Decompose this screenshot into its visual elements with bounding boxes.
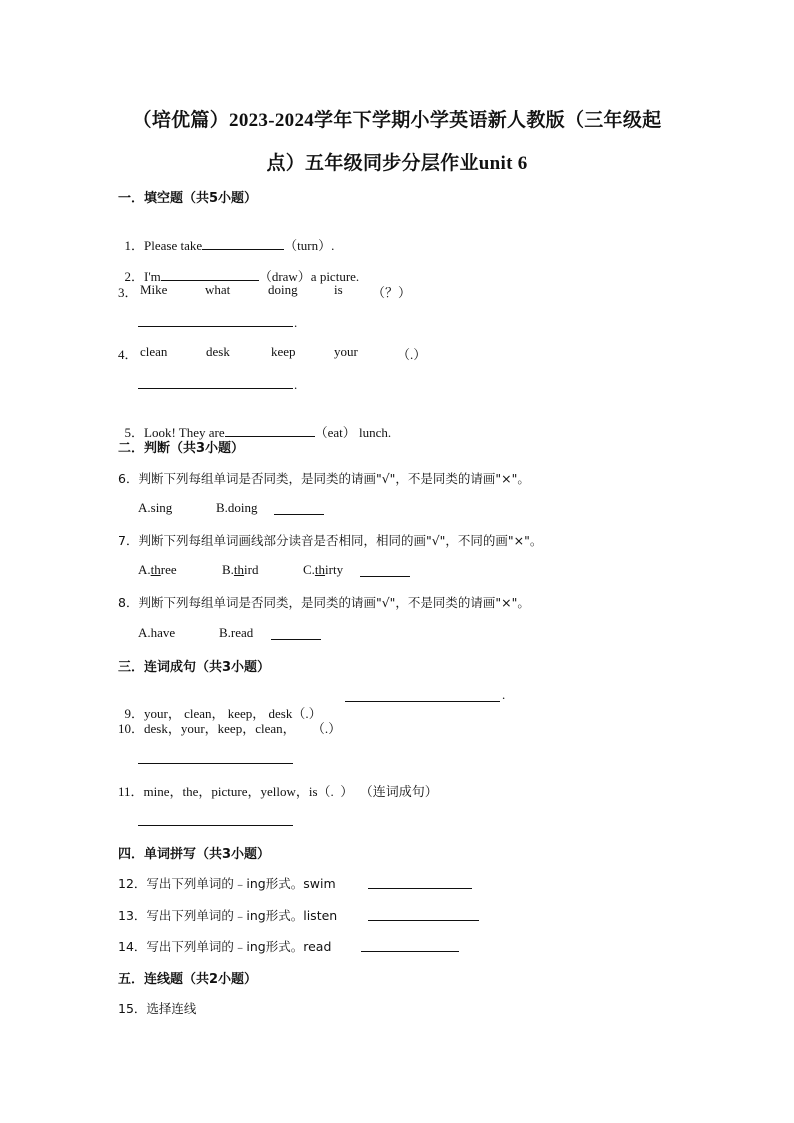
question-13-text: 13．写出下列单词的﹣ing形式。listen: [118, 908, 338, 923]
question-8-text: 8．判断下列每组单词是否同类，是同类的请画"√"，不是同类的请画"×"。: [118, 595, 530, 610]
answer-line[interactable]: [368, 888, 472, 889]
question-text: I'm: [144, 269, 161, 284]
question-number: 5．: [124, 425, 145, 440]
answer-line[interactable]: [138, 763, 293, 764]
answer-blank[interactable]: [161, 268, 259, 281]
question-1: [118, 219, 334, 254]
question-11-text: 11．mine，the，picture，yellow，is（. ） （连词成句）: [118, 784, 438, 799]
answer-line[interactable]: [138, 326, 293, 327]
option-b: B.doing: [216, 500, 258, 515]
question-7-text: 7．判断下列每组单词画线部分读音是否相同，相同的画"√"，不同的画"×"。: [118, 533, 543, 548]
word-card: Mike: [140, 282, 168, 297]
section-heading-fill-in: 一．填空题（共5小题）: [118, 191, 258, 206]
question-hint: （eat） lunch.: [314, 425, 392, 440]
question-text: Look! They are: [144, 425, 225, 440]
question-15-text: 15．选择连线: [118, 1001, 197, 1016]
option-c: C.thirty: [303, 562, 344, 577]
punctuation-hint: （.）: [397, 347, 427, 362]
option-a: A.have: [138, 625, 176, 640]
sentence-end-mark: .: [502, 687, 506, 702]
answer-line[interactable]: [368, 920, 479, 921]
question-text: Please take: [144, 238, 203, 253]
question-hint: （turn）.: [284, 238, 335, 253]
punctuation-hint: （？）: [372, 285, 412, 300]
option-a: A.three: [138, 562, 177, 577]
document-title-line-1: （培优篇）2023-2024学年下学期小学英语新人教版（三年级起: [132, 110, 662, 131]
option-a: A.sing: [138, 500, 173, 515]
word-card: is: [334, 282, 343, 297]
section-heading-spelling: 四．单词拼写（共3小题）: [118, 847, 271, 862]
answer-line[interactable]: [138, 825, 293, 826]
word-card: what: [205, 282, 231, 297]
question-number: 3．: [118, 285, 138, 300]
sentence-end-mark: .: [294, 377, 298, 392]
question-number: 1．: [124, 238, 145, 253]
word-card: doing: [268, 282, 298, 297]
answer-blank[interactable]: [202, 237, 284, 250]
option-b: B.read: [219, 625, 254, 640]
sentence-end-mark: .: [294, 315, 298, 330]
word-card: desk: [206, 344, 230, 359]
question-number: 2．: [124, 269, 145, 284]
section-heading-sentence-building: 三．连词成句（共3小题）: [118, 660, 271, 675]
answer-blank[interactable]: [225, 424, 315, 437]
question-5: [118, 406, 391, 441]
question-text: 9．your， clean， keep， desk（.）: [124, 706, 322, 721]
question-2: [118, 250, 359, 285]
document-title-line-2: 点）五年级同步分层作业unit 6: [266, 153, 528, 174]
question-12-text: 12．写出下列单词的﹣ing形式。swim: [118, 876, 336, 891]
word-card: your: [334, 344, 358, 359]
section-heading-matching: 五．连线题（共2小题）: [118, 972, 258, 987]
section-heading-judgement: 二．判断（共3小题）: [118, 441, 245, 456]
answer-line[interactable]: [361, 951, 459, 952]
question-6-text: 6．判断下列每组单词是否同类，是同类的请画"√"，不是同类的请画"×"。: [118, 471, 530, 486]
answer-line[interactable]: [345, 701, 500, 702]
question-number: 4．: [118, 347, 138, 362]
option-b: B.third: [222, 562, 259, 577]
question-9: [118, 687, 322, 722]
word-card: clean: [140, 344, 168, 359]
question-10-text: 10．desk，your，keep，clean， （.）: [118, 721, 342, 736]
answer-line[interactable]: [138, 388, 293, 389]
word-card: keep: [271, 344, 296, 359]
question-hint: （draw）a picture.: [258, 269, 360, 284]
answer-line[interactable]: [274, 514, 324, 515]
question-14-text: 14．写出下列单词的﹣ing形式。read: [118, 939, 332, 954]
answer-line[interactable]: [271, 639, 321, 640]
answer-line[interactable]: [360, 576, 410, 577]
